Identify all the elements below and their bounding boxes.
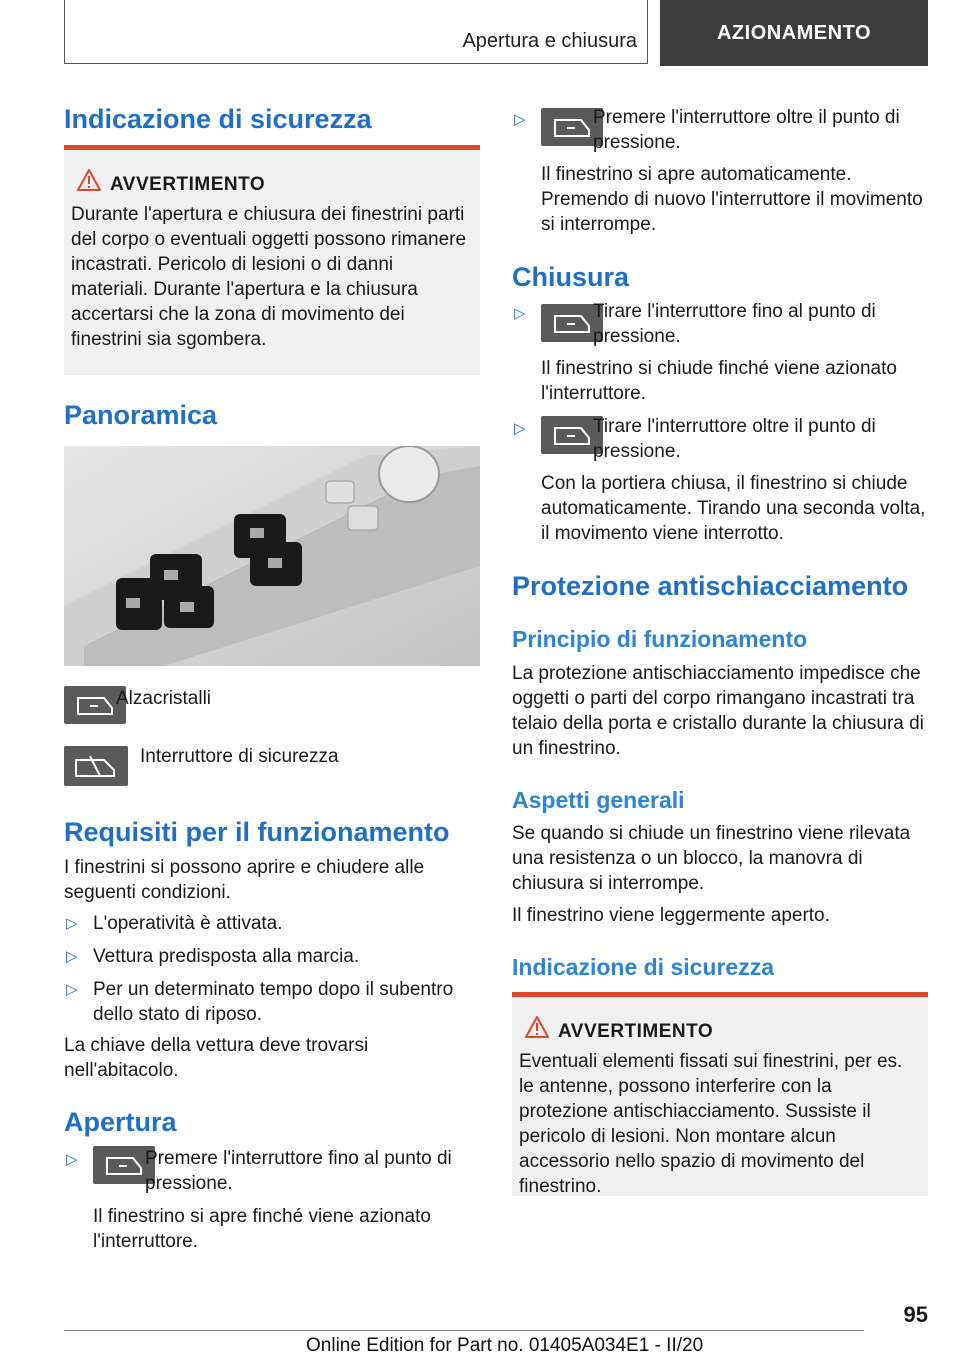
edition-footer: Online Edition for Part no. 01405A034E1 - II/20 — [306, 1335, 704, 1356]
bullet-icon: ▷ — [66, 981, 78, 998]
requirements-intro: I finestrini si possono aprire e chiudere alle seguenti condizioni. — [64, 857, 425, 903]
page-header — [64, 0, 928, 66]
warning-title: AVVERTIMENTO — [558, 1021, 714, 1042]
general-text-2: Il finestrino viene leggermente aperto. — [512, 905, 830, 926]
pinch-protection-heading: Protezione antischiacciamento — [512, 571, 909, 601]
opening-step-1: Premere l'interruttore fino al punto di pressione. — [145, 1148, 452, 1194]
closing-step-1-result: Il finestrino si chiude finché viene azionato l'interruttore. — [541, 358, 897, 404]
safety-switch-icon — [64, 746, 128, 786]
principle-heading: Principio di funzionamento — [512, 626, 808, 652]
bullet-icon: ▷ — [514, 305, 526, 322]
warning-title: AVVERTIMENTO — [110, 174, 266, 195]
safety-heading: Indicazione di sicurezza — [64, 104, 372, 134]
closing-heading: Chiusura — [512, 262, 630, 292]
warning-text: Durante l'apertura e chiusura dei finestrini parti del corpo o eventuali oggetti possono rimanere incastrati. Pericolo di lesioni o di danni materiali. Durante l'apertura e la chiusura accertarsi che la zona di movimento dei finestrini sia sgombera. — [71, 204, 467, 350]
bullet-icon: ▷ — [66, 948, 78, 965]
opening-step-2: Premere l'interruttore oltre il punto di pressione. — [593, 107, 900, 153]
list-item: Per un determinato tempo dopo il subentro dello stato di riposo. — [93, 979, 454, 1025]
section-title: Apertura e chiusura — [462, 30, 637, 52]
bullet-icon: ▷ — [66, 1151, 78, 1168]
bullet-icon: ▷ — [66, 915, 78, 932]
requirements-heading: Requisiti per il funzionamento — [64, 817, 450, 847]
closing-step-1: Tirare l'interruttore fino al punto di pressione. — [593, 301, 876, 347]
legend-label: Interruttore di sicurezza — [140, 746, 339, 767]
opening-heading: Apertura — [64, 1107, 177, 1137]
list-item: Vettura predisposta alla marcia. — [93, 946, 360, 967]
legend-label: Alzacristalli — [116, 688, 212, 709]
section-tab — [64, 0, 648, 64]
warning-box — [64, 145, 480, 375]
closing-step-2-result: Con la portiera chiusa, il finestrino si chiude automaticamente. Tirando una seconda volta, il movimento viene interrotto. — [541, 473, 926, 544]
list-item: L'operatività è attivata. — [93, 913, 283, 934]
warning-triangle-icon — [524, 1015, 550, 1039]
window-switch-panel-image — [64, 446, 480, 666]
bullet-icon: ▷ — [514, 420, 526, 437]
opening-step-2-result: Il finestrino si apre automaticamente. Premendo di nuovo l'interruttore il movimento si interrompe. — [541, 164, 923, 235]
page-number: 95 — [903, 1302, 928, 1327]
warning-text: Eventuali elementi fissati sui finestrini, per es. le antenne, possono interferire con la protezione antischiacciamento. Sussiste il pericolo di lesioni. Non montare alcun accessorio nello spazio di movimento del finestrino. — [519, 1051, 903, 1197]
closing-step-2: Tirare l'interruttore oltre il punto di pressione. — [593, 416, 876, 462]
principle-text: La protezione antischiacciamento impedisce che oggetti o parti del corpo rimangano incastrati tra telaio della porta e cristallo durante la chiusura di un finestrino. — [512, 663, 924, 759]
footer-divider — [64, 1330, 864, 1331]
general-heading: Aspetti generali — [512, 787, 685, 813]
chapter-tab: AZIONAMENTO — [660, 0, 928, 66]
safety-heading-2: Indicazione di sicurezza — [512, 954, 775, 980]
bullet-icon: ▷ — [514, 111, 526, 128]
warning-triangle-icon — [76, 168, 102, 192]
opening-step-1-result: Il finestrino si apre finché viene azionato l'interruttore. — [93, 1206, 431, 1252]
requirements-note: La chiave della vettura deve trovarsi nell'abitacolo. — [64, 1035, 369, 1081]
overview-heading: Panoramica — [64, 400, 218, 430]
warning-box — [512, 992, 928, 1196]
general-text-1: Se quando si chiude un finestrino viene rilevata una resistenza o un blocco, la manovra di chiusura si interrompe. — [512, 823, 911, 894]
